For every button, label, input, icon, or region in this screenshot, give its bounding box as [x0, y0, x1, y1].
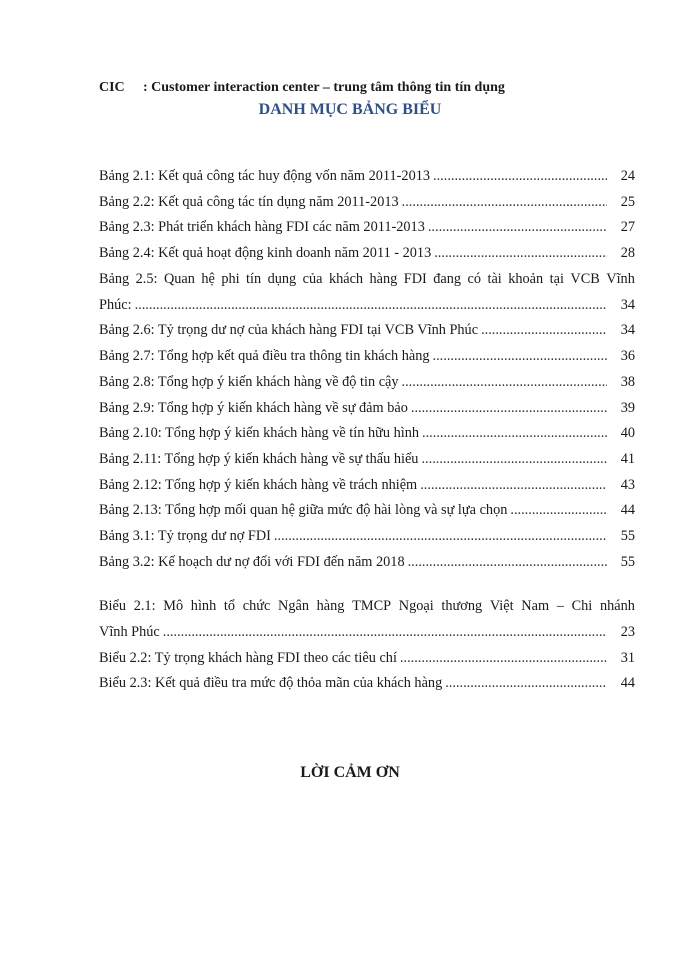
list-item[interactable]: [99, 297, 635, 323]
list-item-word: 2.5:: [135, 270, 158, 287]
list-item-label: Bảng 3.2: Kế hoạch dư nợ đối với FDI đến năm 2018: [99, 553, 405, 570]
list-item-word: Ngân: [278, 598, 309, 614]
list-item-word: khoản: [508, 270, 544, 287]
list-item-word: –: [556, 598, 564, 614]
list-item-word: Mô: [163, 598, 184, 614]
leader-dots: [135, 297, 607, 314]
list-item-page: 40: [620, 425, 635, 442]
leader-dots: [510, 502, 607, 519]
list-item-page: 55: [620, 527, 635, 544]
list-item-label: Bảng 3.1: Tỷ trọng dư nợ FDI: [99, 527, 271, 544]
list-item-word: tín: [246, 270, 262, 287]
list-item[interactable]: [99, 528, 635, 554]
list-item[interactable]: [99, 219, 635, 245]
list-item-label: Bảng 2.9: Tổng hợp ý kiến khách hàng về sự đảm bảo: [99, 399, 408, 416]
abbreviation-code: CIC: [99, 80, 125, 95]
leader-dots: [434, 245, 607, 262]
list-item-label: Vĩnh Phúc: [99, 624, 160, 640]
list-item-word: tại: [549, 270, 564, 287]
list-item-page: 24: [620, 168, 635, 184]
list-item-page: 34: [620, 322, 635, 339]
figures-list: [99, 598, 635, 701]
list-item-label: Biểu 2.2: Tỷ trọng khách hàng FDI theo các tiêu chí: [99, 649, 397, 666]
tables-list: [99, 168, 635, 579]
leader-dots: [433, 168, 607, 185]
list-item[interactable]: [99, 194, 635, 220]
list-item-label: Phúc:: [99, 296, 132, 313]
list-item-label: Biểu 2.3: Kết quả điều tra mức độ thỏa mãn của khách hàng: [99, 675, 443, 692]
leader-dots: [433, 348, 607, 365]
list-item[interactable]: [99, 374, 635, 400]
list-item[interactable]: [99, 245, 635, 271]
list-item-page: 36: [620, 348, 635, 365]
list-item-label: Bảng 2.12: Tổng hợp ý kiến khách hàng về trách nhiệm: [99, 476, 418, 493]
list-item[interactable]: [99, 451, 635, 477]
list-item-word: Biểu: [99, 598, 127, 614]
list-item-page: 28: [620, 245, 635, 262]
list-item-label: Bảng 2.7: Tổng hợp kết quả điều tra thông tin khách hàng: [99, 348, 430, 365]
list-item-line1: [99, 598, 635, 624]
list-item-word: tài: [487, 270, 502, 287]
list-item-word: Chi: [571, 598, 593, 614]
list-item[interactable]: [99, 425, 635, 451]
list-item-word: nhánh: [599, 598, 635, 614]
list-item-label: Bảng 2.8: Tổng hợp ý kiến khách hàng về độ tin cậy: [99, 373, 399, 390]
leader-dots: [421, 451, 607, 468]
list-item-word: 2.1:: [133, 598, 156, 614]
list-item[interactable]: [99, 554, 635, 580]
list-item-line1: [99, 271, 635, 297]
list-item-word: Ngoại: [398, 598, 434, 614]
leader-dots: [420, 477, 607, 494]
list-item-page: 44: [620, 675, 635, 692]
leader-dots: [481, 322, 607, 339]
leader-dots: [445, 675, 607, 692]
list-item-page: 34: [620, 296, 635, 313]
list-item-page: 39: [620, 399, 635, 416]
list-item[interactable]: [99, 477, 635, 503]
list-item-word: dụng: [267, 270, 297, 287]
list-title: DANH MỤC BẢNG BIỂU: [258, 101, 442, 118]
list-item-word: Quan: [163, 270, 195, 287]
list-item-word: TMCP: [352, 598, 392, 614]
list-item-word: hàng: [316, 598, 345, 614]
list-item-word: đang: [433, 270, 462, 287]
list-item-word: của: [302, 270, 323, 287]
list-item-label: Bảng 2.2: Kết quả công tác tín dụng năm 2011-2013: [99, 193, 399, 210]
list-item-word: Vĩnh: [606, 270, 635, 287]
list-item-label: Bảng 2.11: Tổng hợp ý kiến khách hàng về sự thấu hiểu: [99, 450, 419, 467]
list-item-word: có: [467, 270, 482, 287]
list-item-page: 27: [620, 219, 635, 236]
list-item[interactable]: [99, 502, 635, 528]
list-item-label: Bảng 2.1: Kết quả công tác huy động vốn năm 2011-2013: [99, 168, 431, 184]
list-item-word: VCB: [570, 270, 600, 287]
list-item[interactable]: [99, 650, 635, 676]
list-item-page: 38: [620, 373, 635, 390]
list-item-page: 25: [620, 193, 635, 210]
list-item-word: chức: [242, 598, 271, 614]
abbreviation-definition: : Customer interaction center – trung tâm thông tin tín dụng: [143, 80, 505, 95]
list-item-word: thương: [441, 598, 483, 614]
list-item-page: 55: [620, 553, 635, 570]
list-item-label: Bảng 2.3: Phát triển khách hàng FDI các năm 2011-2013: [99, 219, 425, 236]
list-item[interactable]: [99, 624, 635, 650]
list-item-label: Bảng 2.10: Tổng hợp ý kiến khách hàng về tín hữu hình: [99, 425, 420, 442]
list-item-page: 31: [620, 649, 635, 666]
list-item-label: Bảng 2.4: Kết quả hoạt động kinh doanh năm 2011 - 2013: [99, 245, 432, 262]
list-item[interactable]: [99, 675, 635, 701]
leader-dots: [411, 400, 607, 417]
leader-dots: [274, 528, 607, 545]
list-item-word: hình: [190, 598, 217, 614]
list-item-page: 41: [620, 450, 635, 467]
leader-dots: [428, 219, 607, 236]
list-item-word: hàng: [369, 270, 398, 287]
leader-dots: [402, 374, 607, 391]
list-item-word: hệ: [201, 270, 215, 287]
leader-dots: [400, 650, 607, 667]
list-item-word: FDI: [403, 270, 427, 287]
leader-dots: [422, 425, 607, 442]
acknowledgement-heading: LỜI CẢM ƠN: [300, 764, 400, 781]
list-item[interactable]: [99, 168, 635, 194]
list-item[interactable]: [99, 348, 635, 374]
leader-dots: [402, 194, 607, 211]
leader-dots: [408, 554, 607, 571]
list-item-word: tổ: [223, 598, 236, 614]
list-item-word: Việt: [489, 598, 514, 614]
list-item-label: Bảng 2.13: Tổng hợp mối quan hệ giữa mức độ hài lòng và sự lựa chọn: [99, 502, 508, 519]
abbreviation-line: [99, 80, 505, 96]
list-item-page: 23: [620, 624, 635, 640]
list-item[interactable]: [99, 322, 635, 348]
list-item[interactable]: [99, 400, 635, 426]
list-item-page: 44: [620, 502, 635, 519]
list-item-word: khách: [328, 270, 364, 287]
list-item-page: 43: [620, 476, 635, 493]
list-item-word: Nam: [521, 598, 550, 614]
list-item-word: phi: [221, 270, 240, 287]
leader-dots: [163, 624, 607, 641]
list-item-word: Bảng: [99, 270, 130, 287]
list-item-label: Bảng 2.6: Tỷ trọng dư nợ của khách hàng FDI tại VCB Vĩnh Phúc: [99, 322, 479, 339]
